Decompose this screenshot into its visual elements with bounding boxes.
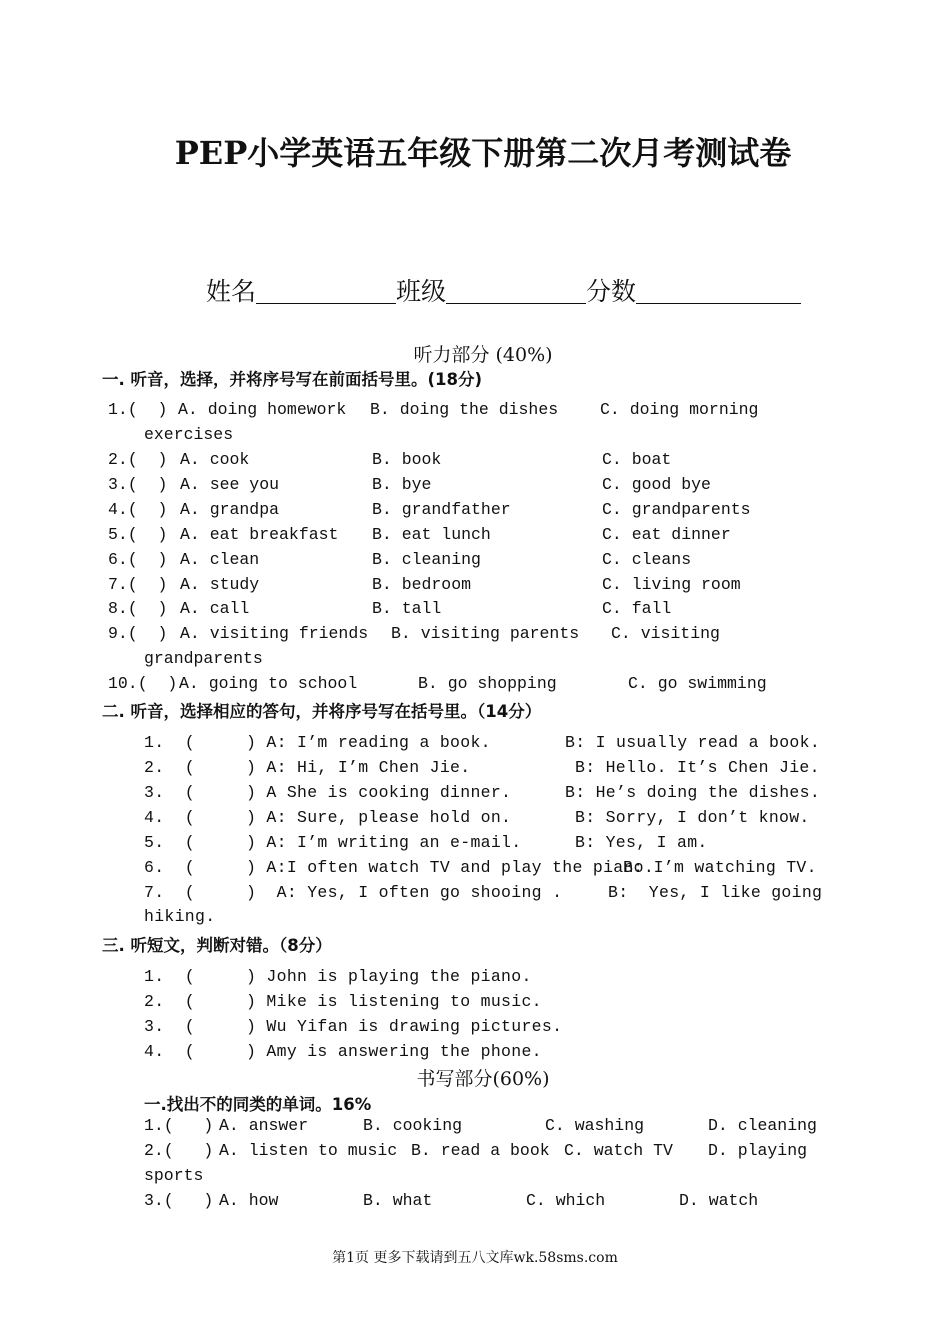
- option-b: B. go shopping: [418, 674, 557, 693]
- option-a: A. call: [180, 599, 250, 618]
- option-b: B. bye: [372, 475, 432, 494]
- option-c: C. cleans: [602, 550, 692, 569]
- option-d: D. cleaning: [708, 1116, 817, 1135]
- class-label: 班级: [396, 277, 447, 306]
- option-c: C. which: [526, 1191, 606, 1210]
- option-a: A. study: [180, 575, 260, 594]
- option-b: B. doing the dishes: [370, 400, 559, 419]
- score-blank[interactable]: [636, 277, 801, 304]
- dialog-question: 4. ( ) A: Sure, please hold on.: [144, 808, 512, 827]
- question-number: 10.( ): [108, 674, 178, 693]
- option-a: A. how: [219, 1191, 279, 1210]
- dialog-question: 5. ( ) A: I’m writing an e-mail.: [144, 833, 522, 852]
- dialog-answer: B: Yes, I like going: [608, 883, 823, 902]
- listening-part3-heading: 三. 听短文，判断对错。（8分）: [102, 936, 332, 955]
- listening-heading: 听力部分 (40%): [413, 344, 553, 366]
- dialog-answer: B: I usually read a book.: [565, 733, 821, 752]
- option-b: B. tall: [372, 599, 442, 618]
- option-a: A. answer: [219, 1116, 309, 1135]
- listening-part2-heading: 二. 听音，选择相应的答句，并将序号写在括号里。（14分）: [102, 702, 542, 721]
- judge-statement: 3. ( ) Wu Yifan is drawing pictures.: [144, 1017, 563, 1036]
- option-a: A. cook: [180, 450, 250, 469]
- option-b: B. cleaning: [372, 550, 481, 569]
- option-c: C. good bye: [602, 475, 711, 494]
- option-b: B. bedroom: [372, 575, 472, 594]
- question-number: 3.( ): [108, 475, 168, 494]
- option-d: D. watch: [679, 1191, 759, 1210]
- option-c: C. fall: [602, 599, 672, 618]
- dialog-question: 1. ( ) A: I’m reading a book.: [144, 733, 491, 752]
- option-c: C. living room: [602, 575, 741, 594]
- option-b: B. cooking: [363, 1116, 463, 1135]
- option-a: A. eat breakfast: [180, 525, 339, 544]
- question-number: 5.( ): [108, 525, 168, 544]
- option-c: C. eat dinner: [602, 525, 731, 544]
- option-c: C. doing morning: [600, 400, 759, 419]
- dialog-continuation: hiking.: [144, 907, 216, 926]
- dialog-question: 2. ( ) A: Hi, I’m Chen Jie.: [144, 758, 471, 777]
- dialog-answer: B: Hello. It’s Chen Jie.: [575, 758, 820, 777]
- option-a: A. visiting friends: [180, 624, 369, 643]
- option-continuation: exercises: [144, 425, 234, 444]
- question-number: 6.( ): [108, 550, 168, 569]
- option-b: B. read a book: [411, 1141, 550, 1160]
- dialog-answer: B: I’m watching TV.: [623, 858, 817, 877]
- option-c: C. visiting: [611, 624, 720, 643]
- name-blank[interactable]: [256, 277, 396, 304]
- judge-statement: 2. ( ) Mike is listening to music.: [144, 992, 542, 1011]
- option-continuation: sports: [144, 1166, 204, 1185]
- student-info-line: [206, 272, 801, 308]
- class-blank[interactable]: [446, 277, 586, 304]
- judge-statement: 4. ( ) Amy is answering the phone.: [144, 1042, 542, 1061]
- option-d: D. playing: [708, 1141, 808, 1160]
- option-a: A. doing homework: [178, 400, 347, 419]
- writing-heading: 书写部分(60%): [416, 1068, 550, 1090]
- option-c: C. watch TV: [564, 1141, 673, 1160]
- option-c: C. grandparents: [602, 500, 751, 519]
- dialog-question: 3. ( ) A She is cooking dinner.: [144, 783, 512, 802]
- option-c: C. boat: [602, 450, 672, 469]
- option-b: B. visiting parents: [391, 624, 580, 643]
- question-number: 1.( ): [144, 1116, 214, 1135]
- dialog-answer: B: Yes, I am.: [575, 833, 708, 852]
- option-a: A. listen to music: [219, 1141, 398, 1160]
- option-b: B. grandfather: [372, 500, 511, 519]
- dialog-answer: B: He’s doing the dishes.: [565, 783, 821, 802]
- score-label: 分数: [586, 277, 637, 306]
- page-footer: 第1页 更多下载请到五八文库wk.58sms.com: [332, 1250, 618, 1266]
- dialog-question: 7. ( ) A: Yes, I often go shooing .: [144, 883, 563, 902]
- option-b: B. eat lunch: [372, 525, 491, 544]
- option-continuation: grandparents: [144, 649, 263, 668]
- judge-statement: 1. ( ) John is playing the piano.: [144, 967, 532, 986]
- dialog-question: 6. ( ) A:I often watch TV and play the piano.: [144, 858, 655, 877]
- question-number: 2.( ): [108, 450, 168, 469]
- listening-part1-heading: 一. 听音，选择，并将序号写在前面括号里。(18分): [102, 370, 483, 389]
- question-number: 1.( ): [108, 400, 168, 419]
- option-c: C. washing: [545, 1116, 645, 1135]
- option-a: A. see you: [180, 475, 280, 494]
- question-number: 9.( ): [108, 624, 168, 643]
- question-number: 7.( ): [108, 575, 168, 594]
- option-c: C. go swimming: [628, 674, 767, 693]
- exam-title: PEP小学英语五年级下册第二次月考测试卷: [174, 134, 792, 172]
- option-a: A. clean: [180, 550, 260, 569]
- name-label: 姓名: [206, 277, 257, 306]
- option-a: A. grandpa: [180, 500, 280, 519]
- question-number: 8.( ): [108, 599, 168, 618]
- question-number: 4.( ): [108, 500, 168, 519]
- option-a: A. going to school: [179, 674, 358, 693]
- option-b: B. book: [372, 450, 442, 469]
- question-number: 2.( ): [144, 1141, 214, 1160]
- writing-part1-heading: 一.找出不的同类的单词。16%: [144, 1095, 372, 1114]
- option-b: B. what: [363, 1191, 433, 1210]
- question-number: 3.( ): [144, 1191, 214, 1210]
- dialog-answer: B: Sorry, I don’t know.: [575, 808, 810, 827]
